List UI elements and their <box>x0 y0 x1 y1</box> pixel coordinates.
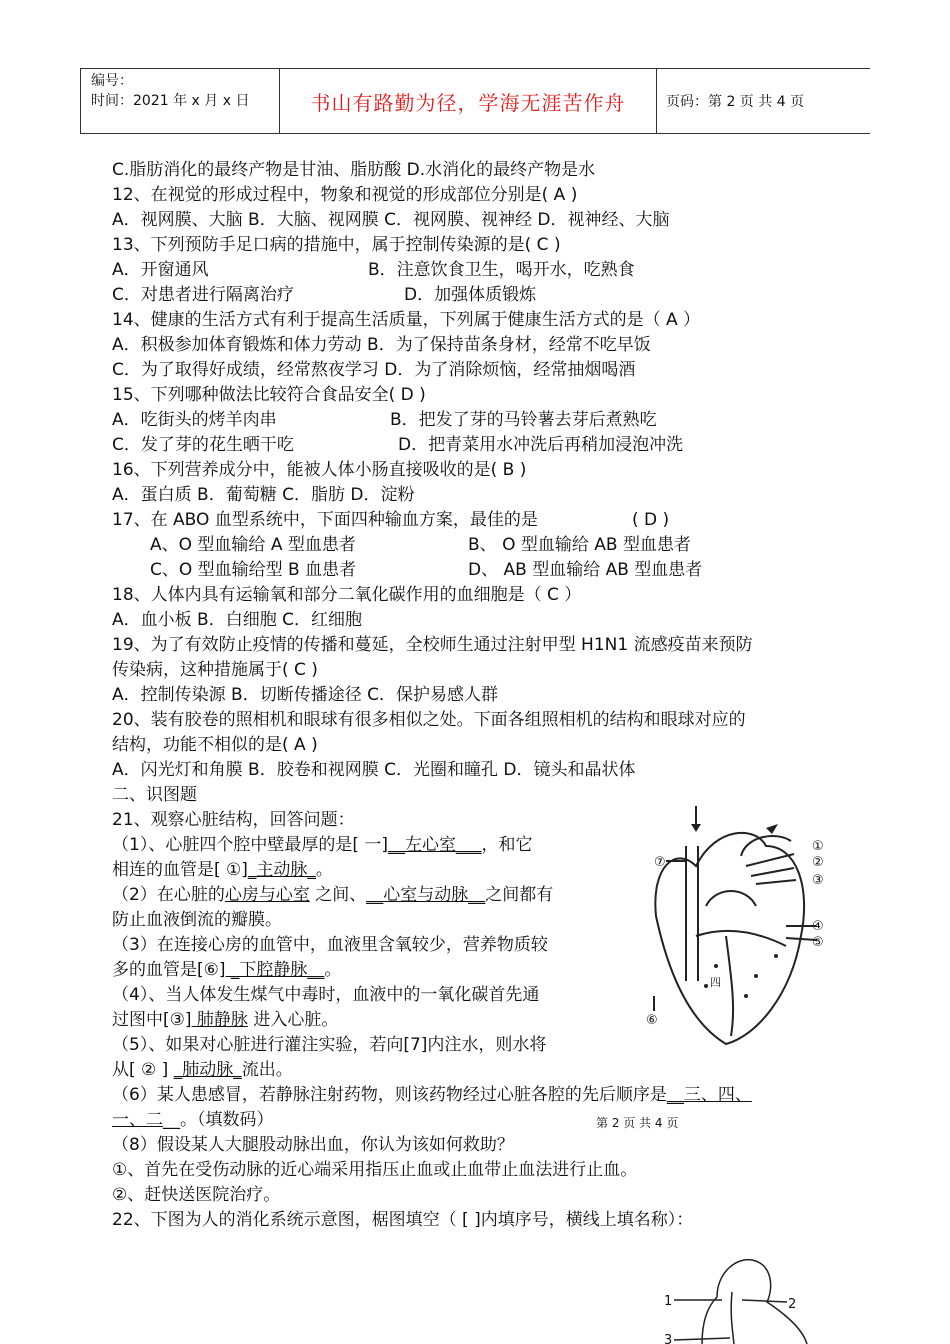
texture-dot <box>754 974 758 978</box>
question-21-answer-1: ①、首先在受伤动脉的近心端采用指压止血或止血带止血法进行止血。 <box>112 1160 638 1180</box>
question-15: 15、下列哪种做法比较符合食品安全( D ) <box>112 385 426 405</box>
answer-underlined: 一、二 <box>112 1110 163 1130</box>
texture-dot <box>774 954 778 958</box>
heart-outline <box>655 833 804 1044</box>
question-21-part-1 <box>112 833 532 857</box>
question-21-part-2 <box>112 883 553 907</box>
question-16: 16、下列营养成分中，能被人体小肠直接吸收的是( B ) <box>112 460 527 480</box>
question-21-part-4-cont <box>112 1008 338 1032</box>
heart-chamber-label: 四 <box>710 976 721 989</box>
header-motto: 书山有路勤为径，学海无涯苦作舟 <box>279 68 657 134</box>
answer-underlined: _肺动脉_ <box>173 1060 242 1080</box>
question-17-answer: ( D ) <box>632 510 670 530</box>
heart-inner-line <box>696 931 786 946</box>
question-15-option-d: D．把青菜用水冲洗后再稍加浸泡冲洗 <box>398 435 684 455</box>
question-20: 20、装有胶卷的照相机和眼球有很多相似之处。下面各组照相机的结构和眼球对应的 <box>112 710 746 730</box>
digestive-label-3: 3 <box>664 1333 673 1344</box>
answer-underlined: 肺静脉 <box>191 1010 248 1030</box>
question-21-part-5: （5）、如果对心脏进行灌注实验，若向[7]内注水，则水将 <box>112 1035 547 1055</box>
question-21-answer-2: ②、赶快送医院治疗。 <box>112 1185 281 1205</box>
question-17-option-d: D、 AB 型血输给 AB 型血患者 <box>468 560 703 580</box>
text-line: C.脂肪消化的最终产物是甘油、脂肪酸 D.水消化的最终产物是水 <box>112 160 596 180</box>
heart-label-3: ③ <box>812 873 824 888</box>
text-segment: 从[ ② ] <box>112 1060 174 1080</box>
heart-label-7: ⑦ <box>654 855 666 870</box>
question-20-cont: 结构，功能不相似的是( A ) <box>112 735 318 755</box>
digestive-label-2: 2 <box>788 1297 797 1312</box>
header-meta-cell <box>80 68 280 134</box>
heart-label-2: ② <box>812 855 824 870</box>
text-segment: ，和它 <box>481 835 533 855</box>
header-page-info: 页码：第 2 页 共 4 页 <box>656 68 870 134</box>
question-21-part-1-cont <box>112 858 333 882</box>
heart-label-4: ④ <box>812 919 824 934</box>
question-17-option-c: C、O 型血输给型 B 血患者 <box>150 560 357 580</box>
artery-branch <box>751 868 794 876</box>
heart-septum <box>726 936 733 1036</box>
question-18: 18、人体内具有运输氧和部分二氧化碳作用的血细胞是（ C ） <box>112 585 582 605</box>
text-segment: 之间都有 <box>485 885 554 905</box>
page-footer: 第 2 页 共 4 页 <box>596 1116 679 1130</box>
answer-underlined: __左心室___ <box>387 835 482 855</box>
text-segment: （6）某人患感冒，若静脉注射药物，则该药物经过心脏各腔的先后顺序是 <box>112 1085 667 1105</box>
question-21-part-2-cont: 防止血液倒流的瓣膜。 <box>112 910 282 930</box>
header-date-label: 时间：2021 年 x 月 x 日 <box>91 93 250 109</box>
question-22: 22、下图为人的消化系统示意图，椐图填空（ [ ]内填序号，横线上填名称）： <box>112 1210 694 1230</box>
question-12-options: A．视网膜、大脑 B．大脑、视网膜 C．视网膜、视神经 D．视神经、大脑 <box>112 210 670 230</box>
text-segment: 多的血管是[⑥] <box>112 960 226 980</box>
question-14-options-ab: A．积极参加体育锻炼和体力劳动 B．为了保持苗条身材，经常不吃早饭 <box>112 335 651 355</box>
question-21-part-4: （4）、当人体发生煤气中毒时，血液中的一氧化碳首先通 <box>112 985 540 1005</box>
question-18-options: A．血小板 B．白细胞 C．红细胞 <box>112 610 362 630</box>
texture-dot <box>714 964 718 968</box>
heart-label-5: ⑤ <box>812 935 824 950</box>
heart-label-1: ① <box>812 839 824 854</box>
question-21-part-8: （8）假设某人大腿股动脉出血，你认为该如何救助？ <box>112 1135 514 1155</box>
question-21-part-6-cont <box>112 1108 274 1132</box>
text-segment: __。（填数码） <box>163 1110 274 1130</box>
question-16-options: A．蛋白质 B．葡萄糖 C．脂肪 D．淀粉 <box>112 485 415 505</box>
question-17-option-b: B、 O 型血输给 AB 型血患者 <box>468 535 691 555</box>
question-13-option-b: B．注意饮食卫生，喝开水，吃熟食 <box>368 260 635 280</box>
digestive-system-diagram <box>662 1252 822 1344</box>
text-segment: 。 <box>324 960 342 980</box>
text-segment: 之间、 <box>309 885 367 905</box>
question-15-option-b: B．把发了芽的马铃薯去芽后煮熟吃 <box>390 410 657 430</box>
question-21-part-3-cont <box>112 958 341 982</box>
question-13-option-c: C．对患者进行隔离治疗 <box>112 285 294 305</box>
question-14: 14、健康的生活方式有利于提高生活质量，下列属于健康生活方式的是（ A ） <box>112 310 701 330</box>
pointer-line <box>742 1300 787 1302</box>
question-12: 12、在视觉的形成过程中，物象和视觉的形成部位分别是( A ) <box>112 185 578 205</box>
esophagus <box>731 1292 734 1344</box>
page-header <box>80 68 870 134</box>
text-segment: 过图中[③] <box>112 1010 192 1030</box>
answer-underlined: _下腔静脉__ <box>225 960 325 980</box>
heart-diagram <box>636 806 836 1046</box>
question-13: 13、下列预防手足口病的措施中，属于控制传染源的是( C ) <box>112 235 561 255</box>
digestive-label-1: 1 <box>664 1294 673 1309</box>
question-19-cont: 传染病，这种措施属于( C ) <box>112 660 318 680</box>
question-19: 19、为了有效防止疫情的传播和蔓延，全校师生通过注射甲型 H1N1 流感疫苗来预防 <box>112 635 753 655</box>
artery-branch <box>746 854 794 866</box>
text-segment: （2）在心脏的 <box>112 885 225 905</box>
heart-label-6: ⑥ <box>646 1013 658 1028</box>
question-17: 17、在 ABO 血型系统中，下面四种输血方案，最佳的是 <box>112 510 538 530</box>
answer-underlined: _主动脉_ <box>247 860 316 880</box>
question-20-options: A．闪光灯和角膜 B．胶卷和视网膜 C．光圈和瞳孔 D．镜头和晶状体 <box>112 760 636 780</box>
arrow-icon <box>691 824 701 832</box>
question-15-option-a: A．吃街头的烤羊肉串 <box>112 410 277 430</box>
text-segment: （1）、心脏四个腔中壁最厚的是[ 一] <box>112 835 388 855</box>
question-21-part-6 <box>112 1083 752 1107</box>
question-19-options: A．控制传染源 B．切断传播途径 C．保护易感人群 <box>112 685 498 705</box>
arrow-icon <box>766 824 778 834</box>
question-13-option-a: A．开窗通风 <box>112 260 209 280</box>
answer-underlined: 心房与心室 <box>224 885 310 905</box>
question-14-options-cd: C．为了取得好成绩，经常熬夜学习 D．为了消除烦恼，经常抽烟喝酒 <box>112 360 636 380</box>
heart-inner-line <box>706 891 756 906</box>
text-segment: 。 <box>315 860 333 880</box>
question-21: 21、观察心脏结构，回答问题： <box>112 810 355 830</box>
answer-underlined: __三、四、 <box>666 1085 752 1105</box>
text-segment: 进入心脏。 <box>247 1010 339 1030</box>
section-heading: 二、识图题 <box>112 785 197 805</box>
question-17-option-a: A、O 型血输给 A 型血患者 <box>150 535 356 555</box>
question-21-part-3: （3）在连接心房的血管中，血液里含氧较少，营养物质较 <box>112 935 548 955</box>
answer-underlined: __心室与动脉__ <box>366 885 486 905</box>
texture-dot <box>704 984 708 988</box>
texture-dot <box>744 994 748 998</box>
text-segment: 流出。 <box>241 1060 293 1080</box>
text-segment: 相连的血管是[ ①] <box>112 860 248 880</box>
vein-branch <box>756 880 796 884</box>
question-15-option-c: C．发了芽的花生晒干吃 <box>112 435 294 455</box>
question-13-option-d: D．加强体质锻炼 <box>404 285 537 305</box>
header-number-label: 编号： <box>91 73 133 89</box>
question-21-part-5-cont <box>112 1058 293 1082</box>
pointer-line <box>674 1338 730 1340</box>
